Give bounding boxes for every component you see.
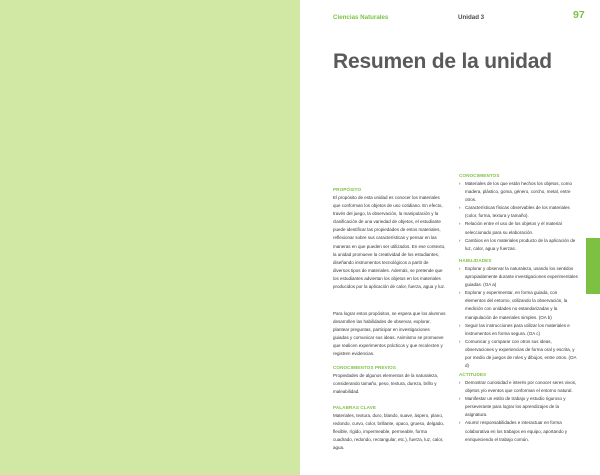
list-item: › Explorar y experimentar, en forma guiada, con elementos del entorno, utilizando la observación, la medición con unidades no estandarizadas y la manipulación de materiales simples. (OA b) [459,289,579,321]
proposito-paragraph-1: El propósito de esta unidad es conocer los materiales que conforman los objetos de uso cotidiano. En efecto, través del juego, la observación, la manipulación y la clasificación de una variedad de objetos, el estudiante puede identificar las propiedades de estos materiales, reflexionar sobre sus características y pensar en las maneras en que pueden ser utilizados. En ese contexto, la unidad promueve la creatividad de los estudiantes, diseñando instrumentos tecnológicos a partir de diversos tipos de materiales. Además, se pretende que los estudiantes adviertan los objetos en los materiales producidos por la aplicación de calor, fuerza, agua y luz. [333,195,446,290]
actitudes-list [459,379,579,444]
proposito-paragraph-2: Para lograr estos propósitos, se espera que los alumnos desarrollen las habilidades de observar, explorar, plantear preguntas, participar en investigaciones guiadas y comunicar sus ideas. Asimismo se promueve que realicen experimentos prácticos y que recolecten y registren evidencias. [333,311,446,357]
list-item: › Demostrar curiosidad e interés por conocer seres vivos, objetos y/o eventos que conforman el entorno natural. [459,379,579,395]
palabras-clave-title: PALABRAS CLAVE [333,405,377,410]
list-item: › Características físicas observables de los materiales (color, forma, textura y tamaño). [459,204,579,220]
subject-header: Ciencias Naturales [333,14,389,21]
page-number: 97 [573,9,585,21]
proposito-title: PROPÓSITO [333,187,362,192]
conocimientos-list [459,180,579,253]
side-tab [586,238,600,294]
habilidades-title: HABILIDADES [459,258,492,263]
list-item: › Asumir responsabilidades e interactuar en forma colaborativa en los trabajos en equipo, aportando y enriqueciendo el trabajo común. [459,419,579,443]
list-item: › Relación entre el uso de los objetos y el material seleccionado para su elaboración. [459,220,579,236]
palabras-clave-text: Materiales, textura, duro, blando, suave, áspero, plano, redondo, curvo, color, brillante, opaco, grueso, delgado, flexible, rígido, impermeable, permeable, forma cuadrado, redondo, rectangular, etc.), fuerza, luz, calor, agua. [333,413,445,451]
actitudes-title: ACTITUDES [459,372,487,377]
habilidades-list [459,265,579,370]
list-item: › Comunicar y comparar con otros sus ideas, observaciones y experiencias de forma oral y escrita, y por medio de juegos de roles y dibujos, entre otros. (OA d) [459,338,579,370]
unit-header: Unidad 3 [458,14,485,21]
list-item: › Explorar y observar la naturaleza, usando los sentidos apropiadamente durante investigaciones experimentales guiadas. (OA a) [459,265,579,289]
list-item: › Materiales de los que están hechos los objetos, como madera, plástico, goma, género, corcho, metal, entre otros. [459,180,579,204]
list-item: › Cambios en los materiales producto de la aplicación de luz, calor, agua y fuerzas. [459,237,579,253]
list-item: › Manifestar un estilo de trabajo y estudio riguroso y perseverante para lograr los aprendizajes de la asignatura. [459,395,579,419]
conocimientos-previos-text: Propiedades de algunos elementos de la naturaleza, considerando tamaño, peso, textura, dureza, brillo y maleabilidad. [333,373,439,395]
conocimientos-previos-title: CONOCIMIENTOS PREVIOS [333,365,397,370]
conocimientos-title: CONOCIMIENTOS [459,173,500,178]
list-item: › Seguir las instrucciones para utilizar los materiales e instrumentos en forma segura. (OA c) [459,322,579,338]
page-title: Resumen de la unidad [333,50,552,73]
